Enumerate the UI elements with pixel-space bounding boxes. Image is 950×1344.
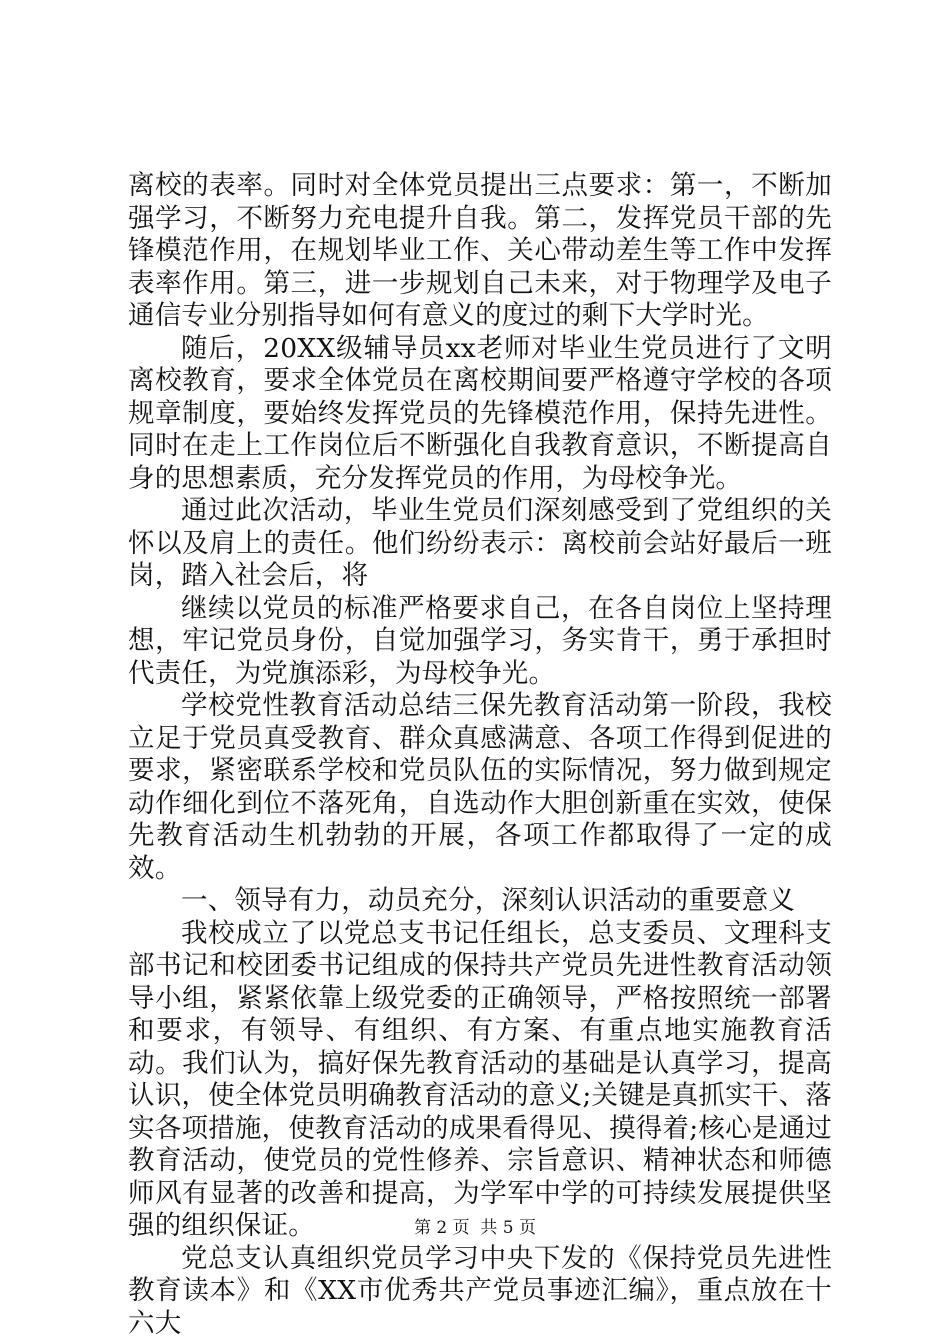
paragraph: 我校成立了以党总支书记任组长，总支委员、文理科支部书记和校团委书记组成的保持共产党员先进性教育活动领导小组，紧紧依靠上级党委的正确领导，严格按照统一部署和要求，有领导、有组织、有方案、有重点地实施教育活动。我们认为，搞好保先教育活动的基础是认真学习，提高认识，使全体党员明确教育活动的意义;关键是真抓实干、落实各项措施，使教育活动的成果看得见、摸得着;核心是通过教育活动，使党员的党性修养、宗旨意识、精神状态和师德师风有显著的改善和提高，为学军中学的可持续发展提供坚强的组织保证。 bbox=[128, 917, 832, 1241]
paragraph: 随后，20XX级辅导员xx老师对毕业生党员进行了文明离校教育，要求全体党员在离校期间要严格遵守学校的各项规章制度，要始终发挥党员的先锋模范作用，保持先进性。同时在走上工作岗位后不断强化自我教育意识，不断提高自身的思想素质，充分发挥党员的作用，为母校争光。 bbox=[128, 332, 832, 494]
paragraph: 党总支认真组织党员学习中央下发的《保持党员先进性教育读本》和《XX市优秀共产党员事迹汇编》，重点放在十六大 bbox=[128, 1242, 832, 1339]
paragraph: 离校的表率。同时对全体党员提出三点要求：第一，不断加强学习，不断努力充电提升自我。第二，发挥党员干部的先锋模范作用，在规划毕业工作、关心带动差生等工作中发挥表率作用。第三，进一步规划自己未来，对于物理学及电子通信专业分别指导如何有意义的度过的剩下大学时光。 bbox=[128, 170, 832, 331]
paragraph: 继续以党员的标准严格要求自己，在各自岗位上坚持理想，牢记党员身份，自觉加强学习，务实肯干，勇于承担时代责任，为党旗添彩，为母校争光。 bbox=[128, 592, 832, 689]
paragraph: 通过此次活动，毕业生党员们深刻感受到了党组织的关怀以及肩上的责任。他们纷纷表示：离校前会站好最后一班岗，踏入社会后，将 bbox=[128, 495, 832, 591]
paragraph: 学校党性教育活动总结三保先教育活动第一阶段，我校立足于党员真受教育、群众真感满意、各项工作得到促进的要求，紧密联系学校和党员队伍的实际情况，努力做到规定动作细化到位不落死角，自选动作大胆创新重在实效，使保先教育活动生机勃勃的开展，各项工作都取得了一定的成效。 bbox=[128, 690, 832, 884]
page-number-footer: 第 2 页 共 5 页 bbox=[413, 1218, 537, 1238]
section-heading: 一、领导有力，动员充分，深刻认识活动的重要意义 bbox=[181, 885, 796, 916]
document-body bbox=[128, 170, 832, 1340]
